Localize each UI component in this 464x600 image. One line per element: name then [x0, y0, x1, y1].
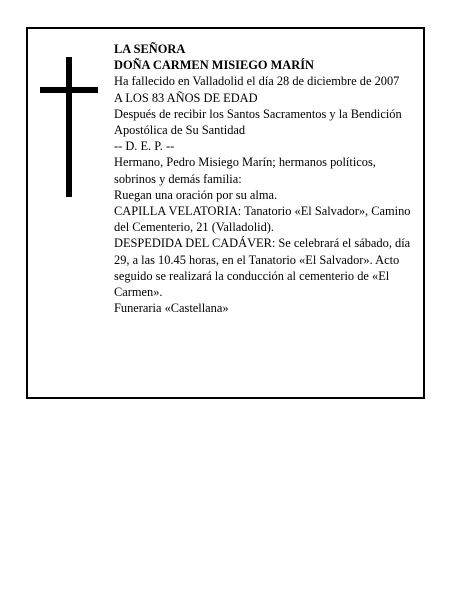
sacraments-line: Después de recibir los Santos Sacramentos y la Bendición Apostólica de Su Santidad — [114, 106, 402, 138]
notice-text — [114, 41, 414, 316]
cross-vertical-bar — [66, 57, 72, 197]
dep-line: -- D. E. P. -- — [114, 139, 175, 154]
chapel-line: CAPILLA VELATORIA: Tanatorio «El Salvador», Camino del Cementerio, 21 (Valladolid). — [114, 204, 411, 235]
farewell-line: DESPEDIDA DEL CADÁVER: Se celebrará el sábado, día 29, a las 10.45 horas, en el Tanatorio «El Salvador». Acto seguido se realizará la conducción al cementerio de «El Carmen». — [114, 236, 411, 300]
prayer-line: Ruegan una oración por su alma. — [114, 187, 278, 202]
deceased-name: DOÑA CARMEN MISIEGO MARÍN — [114, 58, 314, 73]
notice-title-line-1: LA SEÑORA — [114, 42, 186, 56]
latin-cross-icon — [40, 57, 98, 197]
obituary-notice — [26, 27, 425, 399]
age-line: A LOS 83 AÑOS DE EDAD — [114, 90, 258, 105]
death-info: Ha fallecido en Valladolid el día 28 de diciembre de 2007 — [114, 74, 400, 89]
cross-horizontal-bar — [40, 87, 98, 93]
family-line: Hermano, Pedro Misiego Marín; hermanos políticos, sobrinos y demás familia: — [114, 155, 376, 186]
funeral-home-line: Funeraria «Castellana» — [114, 301, 229, 316]
